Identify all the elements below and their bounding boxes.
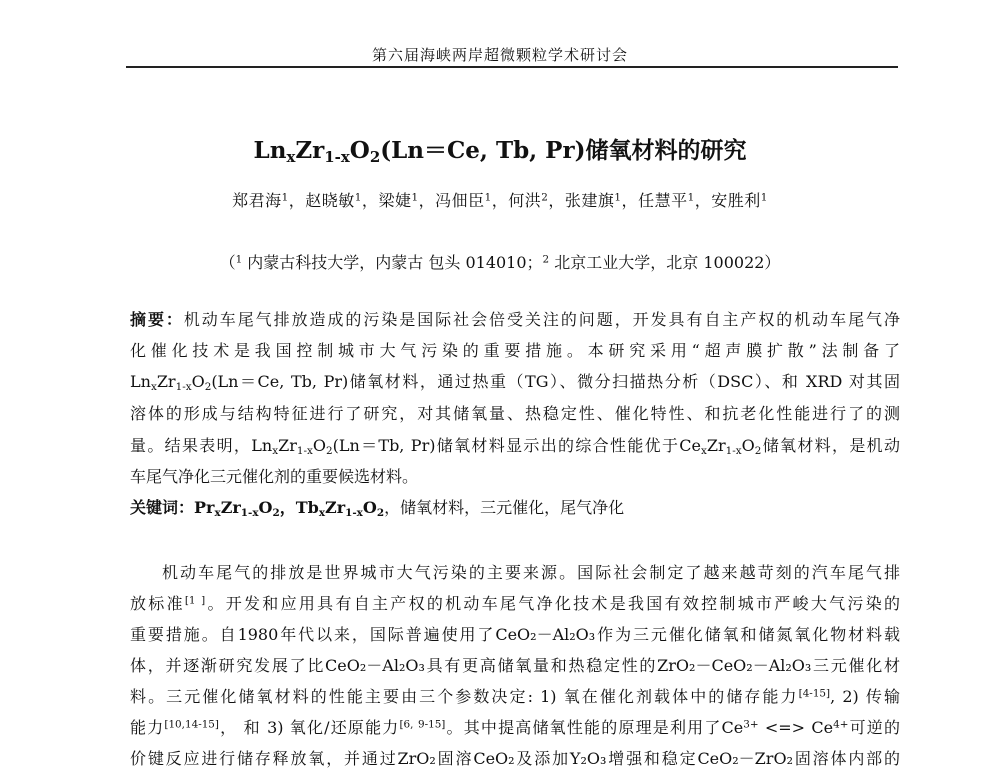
author-name: 张建旗: [564, 191, 615, 210]
abstract-line: 车尾气净化三元催化剂的重要候选材料。: [130, 467, 419, 486]
author-list: 郑君海$^1$，赵晓敏$^1$，梁婕$^1$，冯佃臣$^1$，何洪$^2$，张建旗$^1$，任慧平$^1$，安胜利$^1$: [232, 191, 768, 210]
abstract-line: 化催化技术是我国控制城市大气污染的重要措施。本研究采用“超声膜扩散”法制备了: [130, 341, 900, 360]
author-name: 梁婕: [378, 191, 412, 210]
body-line: 放标准[1 ]。开发和应用具有自主产权的机动车尾气净化技术是我国有效控制城市严峻大气污染的: [130, 594, 900, 613]
affiliation-marker: 1: [484, 191, 492, 204]
body-line: 重要措施。自1980年代以来，国际普遍使用了CeO₂－Al₂O₃作为三元催化储氧和储氮氧化物材料载: [130, 625, 900, 644]
body-line: 价键反应进行储存释放氧，并通过ZrO₂固溶CeO₂及添加Y₂O₃增强和稳定CeO₂－ZrO₂固溶体内部的: [130, 749, 900, 768]
affiliation-marker: 1: [354, 191, 362, 204]
author-name: 冯佃臣: [435, 191, 485, 210]
author-name: 何洪: [508, 191, 542, 210]
body-line: 料。三元催化储氧材料的性能主要由三个参数决定: 1) 氧在催化剂载体中的储存能力[4-15], 2) 传输: [130, 687, 900, 706]
affiliation-marker: 2: [541, 191, 549, 204]
abstract-line: $Ln_xZr_{1-x}O_2(Ln=Ce$, Tb, Pr)储氧材料，通过热重（TG）、微分扫描热分析（DSC）、和 XRD 对其固: [130, 372, 900, 393]
affiliation-marker: 1: [687, 191, 695, 204]
author-name: 任慧平: [638, 191, 688, 210]
body-line: 机动车尾气的排放是世界城市大气污染的主要来源。国际社会制定了越来越苛刻的汽车尾气排: [162, 563, 900, 582]
author-name: 郑君海: [232, 191, 282, 210]
abstract-line: 摘要：机动车尾气排放造成的污染是国际社会倍受关注的问题，开发具有自主产权的机动车尾气净: [130, 310, 900, 329]
author-name: 安胜利: [711, 191, 761, 210]
affiliation-marker: 1: [411, 191, 419, 204]
header-rule: [126, 66, 898, 68]
paper-title: $Ln_xZr_{1-x}O_2(Ln=Ce$, Tb, Pr)储氧材料的研究: [253, 137, 747, 167]
abstract-line: 溶体的形成与结构特征进行了研究，对其储氧量、热稳定性、催化特性、和抗老化性能进行了的测: [130, 404, 900, 423]
affiliation-marker: 1: [760, 191, 768, 204]
abstract-line: 量。结果表明，$Ln_xZr_{1-x}O_2(Ln=Tb$, Pr)储氧材料显示出的综合性能优于$Ce_xZr_{1-x}O_2$储氧材料，是机动: [130, 436, 900, 457]
affiliation-marker: 1: [614, 191, 622, 204]
affiliation-marker: 1: [281, 191, 289, 204]
keywords-line: 关键词：$Pr_xZr_{1-x}O_2$，$Tb_xZr_{1-x}O_2$，储氧材料，三元催化，尾气净化: [130, 498, 625, 519]
body-line: 体，并逐渐研究发展了比CeO₂－Al₂O₃具有更高储氧量和热稳定性的ZrO₂－CeO₂－Al₂O₃三元催化材: [130, 656, 900, 675]
running-header: 第六届海峡两岸超微颗粒学术研讨会: [371, 46, 628, 64]
author-name: 赵晓敏: [305, 191, 355, 210]
affiliations: （$^1$ 内蒙古科技大学，内蒙古 包头 014010；$^2$ 北京工业大学，北京 100022）: [219, 253, 781, 272]
body-line: 能力[10,14-15]， 和 3) 氧化/还原能力[6, 9-15]。其中提高储氧性能的原理是利用了$Ce^{3+}$ <=> $Ce^{4+}$可逆的: [130, 718, 900, 737]
